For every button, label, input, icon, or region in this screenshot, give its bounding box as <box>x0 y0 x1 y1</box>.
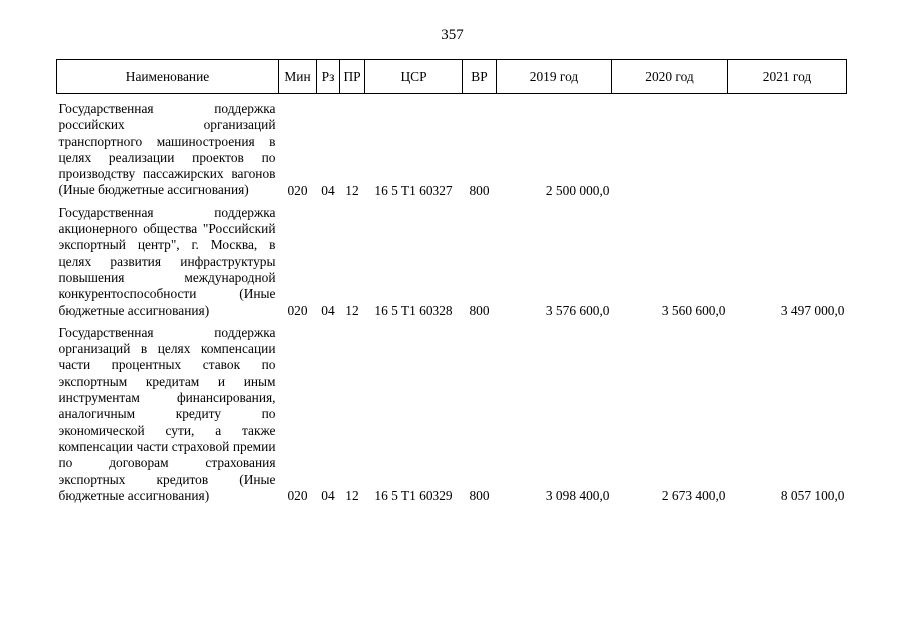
row-amount-2020: 3 560 600,0 <box>661 302 726 318</box>
row-rz: 04 <box>321 488 335 504</box>
table-row <box>57 199 847 319</box>
row-pr: 12 <box>345 302 359 318</box>
col-header-2020: 2020 год <box>612 60 728 94</box>
budget-table <box>56 59 847 504</box>
row-vr: 800 <box>469 488 490 504</box>
row-name: Государственная поддержка российских организаций транспортного машиностроения в целях реализации проектов по производству пассажирских вагонов (Иные бюджетные ассигнования) <box>58 101 276 198</box>
row-pr: 12 <box>345 488 359 504</box>
col-header-2021: 2021 год <box>728 60 847 94</box>
row-min: 020 <box>287 488 308 504</box>
table-row <box>57 319 847 504</box>
col-header-pr: ПР <box>340 60 365 94</box>
row-vr: 800 <box>469 182 490 198</box>
table-row <box>57 94 847 199</box>
row-amount-2021: 8 057 100,0 <box>780 488 845 504</box>
col-header-rz: Рз <box>317 60 340 94</box>
row-amount-2020: 2 673 400,0 <box>661 488 726 504</box>
col-header-vr: ВР <box>463 60 497 94</box>
row-name: Государственная поддержка акционерного общества "Российский экспортный центр", г. Москва, в целях развития инфраструктуры повышения международной конкурентоспособности (Иные бюджетные ассигнования) <box>58 204 276 318</box>
row-amount-2019: 3 576 600,0 <box>545 302 610 318</box>
table-header-row <box>57 60 847 94</box>
row-rz: 04 <box>321 302 335 318</box>
row-min: 020 <box>287 182 308 198</box>
col-header-csr: ЦСР <box>365 60 463 94</box>
row-amount-2021 <box>728 94 847 199</box>
row-rz: 04 <box>321 182 335 198</box>
row-pr: 12 <box>345 182 359 198</box>
row-min: 020 <box>287 302 308 318</box>
row-amount-2021: 3 497 000,0 <box>780 302 845 318</box>
row-name: Государственная поддержка организаций в целях компенсации части процентных ставок по экспортным кредитам и иным инструментам финансирования, аналогичным кредиту по экономической сути, а также компенсации части страховой премии по договорам страхования экспортных кредитов (Иные бюджетные ассигнования) <box>58 324 276 503</box>
col-header-min: Мин <box>279 60 317 94</box>
row-csr: 16 5 T1 60327 <box>374 182 453 198</box>
row-amount-2019: 3 098 400,0 <box>545 488 610 504</box>
row-csr: 16 5 T1 60328 <box>374 302 453 318</box>
row-amount-2020 <box>612 94 728 199</box>
col-header-name: Наименование <box>57 60 279 94</box>
col-header-2019: 2019 год <box>497 60 612 94</box>
row-amount-2019: 2 500 000,0 <box>545 182 610 198</box>
page-number: 357 <box>441 27 464 43</box>
row-vr: 800 <box>469 302 490 318</box>
row-csr: 16 5 T1 60329 <box>374 488 453 504</box>
